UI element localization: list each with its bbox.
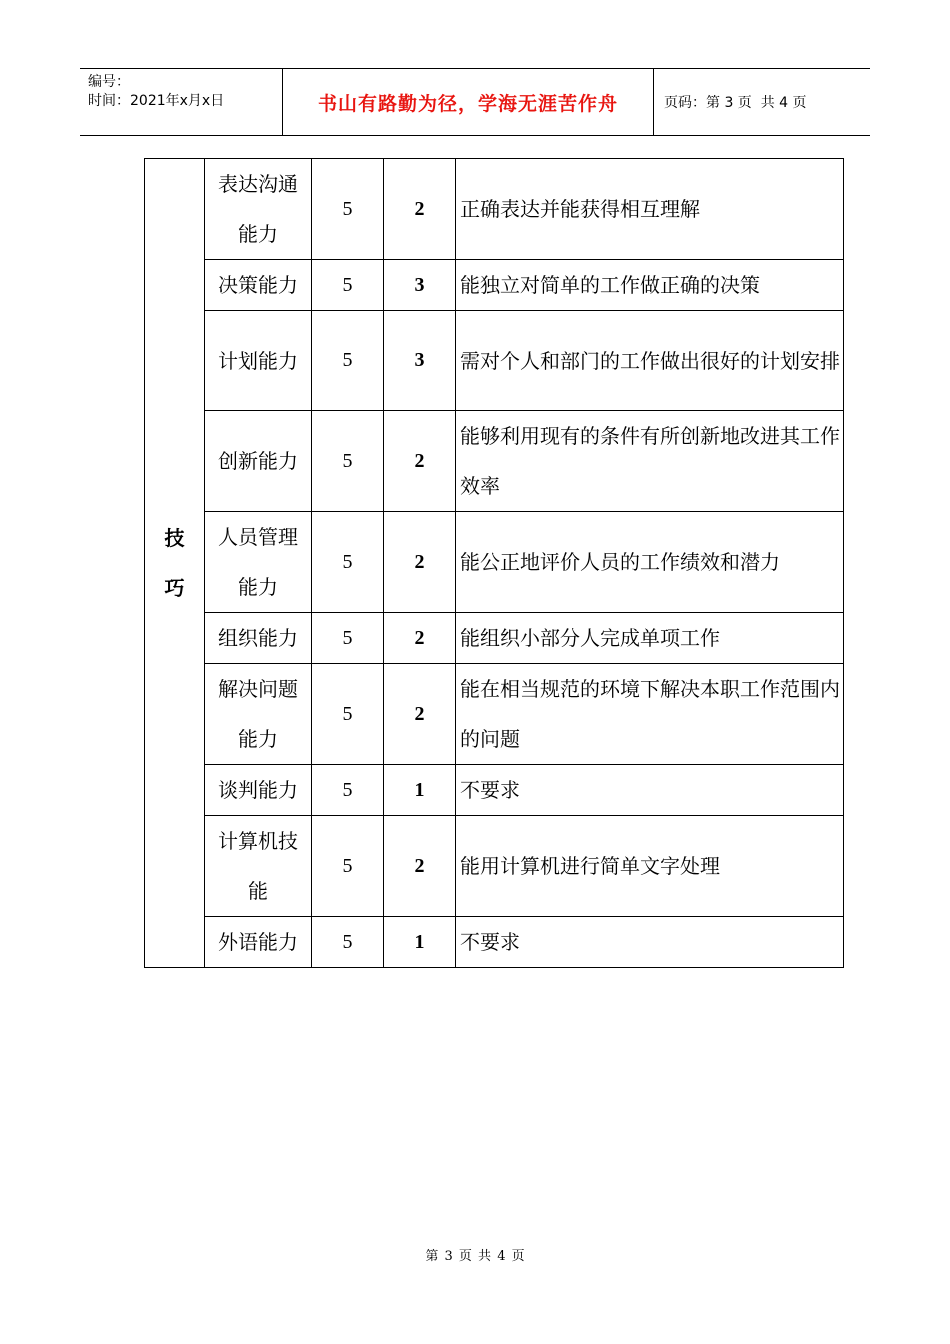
skill-description: 能够利用现有的条件有所创新地改进其工作效率: [456, 411, 844, 512]
skill-description: 能独立对简单的工作做正确的决策: [456, 260, 844, 311]
max-score: 5: [312, 765, 384, 816]
skill-description: 能公正地评价人员的工作绩效和潜力: [456, 512, 844, 613]
document-time-label: 时间：2021年x月x日: [88, 93, 225, 109]
score-value: 2: [384, 613, 456, 664]
table-row: [145, 260, 844, 311]
table-row: [145, 917, 844, 968]
skill-description: 能在相当规范的环境下解决本职工作范围内的问题: [456, 664, 844, 765]
skill-name: 创新能力: [205, 411, 312, 512]
table-row: [145, 664, 844, 765]
table-row: [145, 765, 844, 816]
skill-description: 不要求: [456, 917, 844, 968]
score-value: 3: [384, 311, 456, 411]
skill-name: 组织能力: [205, 613, 312, 664]
score-value: 2: [384, 159, 456, 260]
max-score: 5: [312, 260, 384, 311]
score-value: 1: [384, 917, 456, 968]
max-score: 5: [312, 512, 384, 613]
table-row: [145, 816, 844, 917]
category-char: 巧: [164, 576, 185, 600]
document-number-label: 编号：: [88, 74, 130, 90]
max-score: 5: [312, 816, 384, 917]
header-page-code-text: 页码：第 3 页 共 4 页: [664, 95, 807, 111]
skill-description: 能用计算机进行简单文字处理: [456, 816, 844, 917]
score-value: 2: [384, 512, 456, 613]
skill-description: 正确表达并能获得相互理解: [456, 159, 844, 260]
table-row: [145, 613, 844, 664]
table-row: [145, 311, 844, 411]
table-row: [145, 512, 844, 613]
score-value: 2: [384, 816, 456, 917]
max-score: 5: [312, 159, 384, 260]
table-row: [145, 411, 844, 512]
skill-name: 计算机技能: [205, 816, 312, 917]
skill-name: 决策能力: [205, 260, 312, 311]
score-value: 2: [384, 664, 456, 765]
page-footer: [0, 1245, 950, 1264]
skill-name: 谈判能力: [205, 765, 312, 816]
page-header: [80, 68, 870, 136]
skill-description: 需对个人和部门的工作做出很好的计划安排: [456, 311, 844, 411]
skill-description: 能组织小部分人完成单项工作: [456, 613, 844, 664]
header-page-code: [654, 69, 870, 135]
max-score: 5: [312, 411, 384, 512]
header-motto: 书山有路勤为径，学海无涯苦作舟: [282, 69, 654, 135]
skill-name: 人员管理能力: [205, 512, 312, 613]
skill-name: 外语能力: [205, 917, 312, 968]
score-value: 2: [384, 411, 456, 512]
skill-description: 不要求: [456, 765, 844, 816]
max-score: 5: [312, 664, 384, 765]
header-meta: [80, 69, 282, 135]
skill-name: 计划能力: [205, 311, 312, 411]
skill-name: 解决问题能力: [205, 664, 312, 765]
max-score: 5: [312, 917, 384, 968]
max-score: 5: [312, 613, 384, 664]
category-cell: [145, 159, 205, 968]
skill-name: 表达沟通能力: [205, 159, 312, 260]
footer-page-number: 第 3 页 共 4 页: [425, 1249, 525, 1264]
category-char: 技: [164, 526, 185, 550]
max-score: 5: [312, 311, 384, 411]
score-value: 3: [384, 260, 456, 311]
score-value: 1: [384, 765, 456, 816]
table-row: [145, 159, 844, 260]
skills-table: [144, 158, 844, 968]
